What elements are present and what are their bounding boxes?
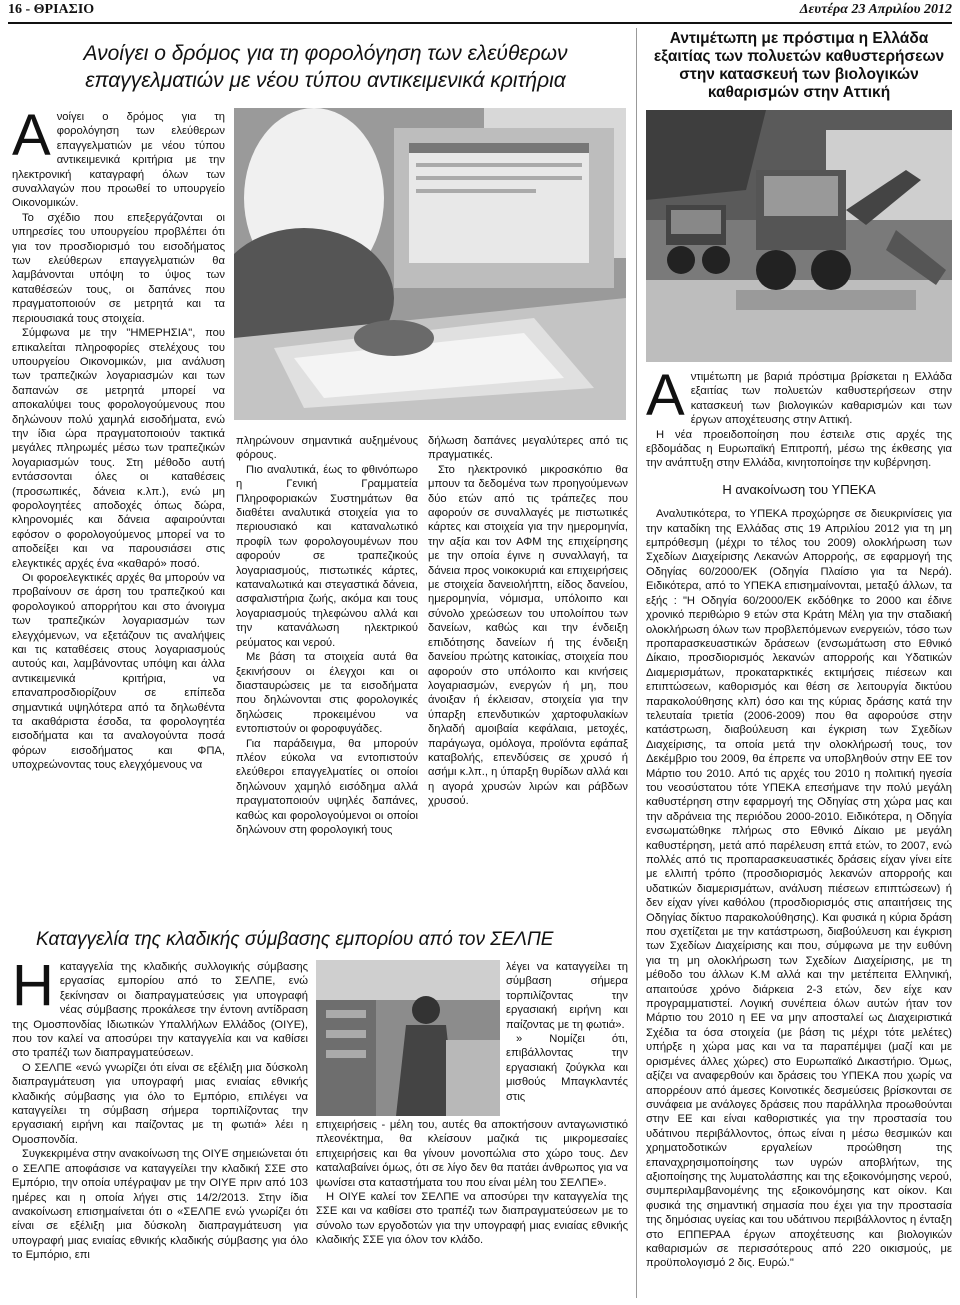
page-header: [8, 2, 952, 20]
article1-col2-p2: Πιο αναλυτικά, έως το φθινόπωρο η Γενική Γραμματεία Πληροφοριακών Συστημάτων θα διαθέτει αναλυτικά στοιχεία για το περιουσιακό και καταναλωτικό προφίλ των φορολογουμένων που αφορούν σε τραπεζικούς λογαριασμούς, πιστωτικές κάρτες, καταναλωτικά και στεγαστικά δάνεια, ασφαλιστήρια ζωής, ακόμα και τους λογαριασμούς τηλεφώνου αλλά και την κατανάλωση ηλεκτρικού ρεύματος και νερού.: [236, 463, 418, 649]
article2-dropcap: Η: [12, 960, 54, 1018]
article1-col2-p4: Για παράδειγμα, θα μπορούν πλέον εύκολα να εντοπιστούν ελεύθεροι επαγγελματίες οι οποίοι δηλώνουν χαμηλό εισόδημα αλλά πραγματοποιούν υψηλές δαπάνες, καθώς και φορολογούμενοι οι οποίοι δηλώνουν στη φορολογική τους: [236, 737, 418, 836]
article3-subhead: Η ανακοίνωση του ΥΠΕΚΑ: [722, 481, 876, 497]
article2-left-p2: Συγκεκριμένα στην ανακοίνωση της ΟΙΥΕ σημειώνεται ότι ο ΣΕΛΠΕ αποφάσισε να καταγγείλει την κλαδική ΣΣΕ στο Εμπόριο, την οποία υπέγραψαν με την ΟΙΥΕ πριν από 103 ημέρες και η οποία λήγει στις 14/2/2013. Στην ίδια ανακοίνωση επισημαίνεται ότι ο «ΣΕΛΠΕ ενώ γνωρίζει ότι είναι σε εξέλιξη μια δύσκολη διαπραγμάτευση για υπογραφή μιας ενιαίας εθνικής κλαδικής σύμβασης για όλο το Εμπόριο, επι: [12, 1148, 308, 1262]
article1-col2-p3: Με βάση τα στοιχεία αυτά θα ξεκινήσουν οι έλεγχοι και οι διασταυρώσεις με τα εισοδήματα που δηλώνονται στις φορολογικές δηλώσεις προκειμένου να εντοπιστούν οι φοροφυγάδες.: [236, 651, 418, 736]
article3-title: Αντιμέτωπη με πρόστιμα η Ελλάδα εξαιτίας των πολυετών καθυστερήσεων στην κατασκευή των βιολογικών καθαρισμών στην Αττική: [653, 30, 945, 101]
article1-lead: νοίγει ο δρόμος για τη φορολόγηση των ελεύθερων επαγγελματιών με νέου τύπου αντικειμενικά κριτήρια με την ηλεκτρονική καταγραφή όλων των συναλλαγών που προωθεί το υπουργείο Οικονομικών.: [12, 111, 225, 210]
article1-title-line2: επαγγελματιών με νέου τύπου αντικειμενικά κριτήρια: [85, 69, 566, 92]
article2-right-bottom-column: [316, 1118, 628, 1300]
article2-right-top-column: [506, 960, 628, 1118]
article3-lead: ντιμέτωπη με βαριά πρόστιμα βρίσκεται η Ελλάδα εξαιτίας των πολυετών καθυστερήσεων στην κατασκευή των βιολογικών καθαρισμών και των έργων αποχέτευσης στην Αττική.: [690, 371, 952, 427]
article2-right-p2: » Νομίζει ότι, επιβάλλοντας την εργασιακή ζούγκλα και μισθούς Μπαγκλαντές στις: [506, 1033, 628, 1103]
article2-right-p3: επιχειρήσεις - μέλη του, αυτές θα αποκτήσουν ανταγωνιστικό πλεονέκτημα, θα κλείσουν μαζικά τις μικρομεσαίες επιχειρήσεις και θα γίνουν μονοπώλια στο χώρο τους. Δεν καταλαβαίνει όμως, ότι σε λίγο δεν θα πατάει άνθρωπος για να ψωνίσει στα καταστήματα του που είναι μέλη του ΣΕΛΠΕ».: [316, 1119, 628, 1189]
office-worker-photo: [234, 108, 626, 420]
article2-title: Καταγγελία της κλαδικής σύμβασης εμπορίου από τον ΣΕΛΠΕ: [36, 929, 554, 950]
excavators-photo: [646, 110, 952, 362]
article1-column-1: [12, 110, 225, 910]
article2-right-p1: λέγει να καταγγείλει τη σύμβαση σήμερα τορπιλίζοντας την εργασιακή ειρήνη και παίζοντας με τη φωτιά».: [506, 961, 628, 1031]
article3-dropcap: Α: [646, 370, 685, 428]
article1-col3-p1: δήλωση δαπάνες μεγαλύτερες από τις πραγματικές.: [428, 435, 628, 462]
article1-title: [28, 40, 623, 94]
office-worker-image: [234, 108, 626, 420]
article3-body: [646, 370, 952, 1300]
article1-col1-p3: Οι φοροελεγκτικές αρχές θα μπορούν να προβαίνουν σε άρση του τραπεζικού και φορολογικού απορρήτου και στο άνοιγμα των τραπεζικών λογαριασμών των ελεγχόμενων, να εξετάζουν τις αναλήψεις και τις καταθέσεις στους λογαριασμούς αυτούς και, λαμβάνοντας υπόψη και άλλα αντικειμενικά κριτήρια, να επαναπροσδιορίζουν σε επίπεδα σημαντικά υψηλότερα από τα δηλωθέντα τα ακαθάριστα έσοδα, τα φορολογητέα εισοδήματα και τα αναλογούντα ποσά φόρων εισοδήματος και ΦΠΑ, υποχρεώνοντας τους ελεγχόμενους να: [12, 572, 225, 772]
article1-title-line1: Ανοίγει ο δρόμος για τη φορολόγηση των ελεύθερων: [83, 42, 568, 65]
excavators-image: [646, 110, 952, 362]
article3-p2: Η νέα προειδοποίηση που έστειλε στις αρχές της εβδομάδας η Ευρωπαϊκή Επιτροπή, μέσω της έκθεσης για την ανάπτυξη στην Ελλάδα, κινητοποίησε την κυβέρνηση.: [646, 428, 952, 470]
article1-column-3: [428, 434, 628, 910]
shopper-image: [316, 960, 500, 1116]
column-divider: [636, 28, 637, 1298]
article2-left-column: [12, 960, 308, 1300]
article3-body-text: Αναλυτικότερα, το ΥΠΕΚΑ προχώρησε σε διευκρινίσεις για την καταδίκη της Ελλάδας στις 19 Απριλίου 2012 για τη μη εμπρόθεσμη (μέχρι το τέλος του 2009) ολοκλήρωση των Σχεδίων Διαχείρισης Λεκανών Απορροής, σε εφαρμογή της Οδηγίας 60/2000/ΕΚ (Οδηγία Πλαίσιο για τα Νερά). Ειδικότερα, από το ΥΠΕΚΑ επισημαίνονται, μεταξύ άλλων, τα εξής : "Η Οδηγία 60/2000/ΕΚ εκδόθηκε το 2000 και έδινε χρονικό περιθώριο 9 ετών στα Κράτη Μέλη για την σταδιακή ολοκλήρωση όλων των προβλεπόμενων ενεργειών, τόσο των προπαρασκευαστικών δράσεων (ενσωμάτωση στο Εθνικό Δίκαιο, προσδιορισμός λεκανών απορροής και Υδατικών Διαμερισμάτων, προκαταρκτικές εκτιμήσεις πιέσεων και επιπτώσεων, καθορισμός και θέση σε λειτουργία δικτύου παρακολούθησης κλπ) όσο και της κύριας δράσης κατά την τελευταία τριετία (2006-2009) που θα αφορούσε στην κατάστρωση, διαβούλευση και έγκριση των Σχεδίων Διαχείρισης, τα οποία μετά την ολοκλήρωσή τους, τον Δεκέμβριο του 2009, θα έπρεπε να υποβληθούν στην ΕΕ τον Μάρτιο του 2010. Από τις αρχές του 2010 η πολιτική ηγεσία του νεοσύστατου τότε ΥΠΕΚΑ επεσήμανε την πολύ μεγάλη καθυστέρηση στην εφαρμογή της Οδηγίας στη χώρα μας και την αδράνεια της περιόδου 2000-2010. Ειδικότερα, η Οδηγία ενσωματώθηκε πλήρως στο Εθνικό Δίκαιο με μεγάλη καθυστέρηση, μετά από παρέλευση επτά ετών, το 2007, ενώ πολλές από τις προπαρασκευαστικές δράσεις είχαν γίνει είτε με ελλιπή τρόπο (προσδιορισμός λεκανών απορροής και υδατικών διαμερισμάτων, ανάλυση πιέσεων επιπτώσεων) ή δεν είχαν γίνει καθόλου (προσδιορισμός στις απαιτήσεις της Οδηγίας δίκτυο παρακολούθησης). Και φυσικά η κύρια δράση που σχετίζεται με την κατάστρωση, διαβούλευση και έγκριση των Σχεδίων Διαχείρισης και που, σύμφωνα με την ευθύνη για τη μη ολοκλήρωση των Σχεδίων Διαχείρισης, με τη μέθοδο του άλλων Κ.Μ αλλά και την μετέπειτα Ελληνική, απαιτούσε χρόνο διάρκεια 2-3 ετών, δεν είχε καν προγραμματιστεί. Λογική συνέπεια όλων αυτών ήταν τον Μάρτιο του 2010 η ΕΕ να μην αποσταλεί ως Διαχειριστικά Σχέδια τα όσα στοιχεία (με βάση τις μέχρι τότε μελέτες) υπήρξε η χώρα μας και να τα παραπέμψει (μαζί και με ορισμένες άλλες χώρες) στο Ευρωπαϊκό Δικαστήριο. Όμως, αξίζει να αναφερθούν και δράσεις του ΥΠΕΚΑ που χωρίς να απορρέουν από άμεσες Κοινοτικές δεσμεύσεις βρίσκονται σε συνάφεια με ανάλογες δράσεις που παράλληλα προωθούνται στην ΕΕ και είναι καθοριστικές για την προστασία του υδάτινου περιβάλλοντος, όπως είναι η μέσω θεσμικών και χρηματοδοτικών εργαλείων προώθηση της επαναχρησιμοποίησης των υγρών αποβλήτων, της αξιοποίησης της λυματολάσπης και της εξοικονόμησης νερού, συμπεριλαμβανομένης της εξοικονόμησης κατ οίκον. Και φυσικά της σημαντική σημασία που έχει για την προστασία της δημόσιας υγείας και του υδάτινου περιβάλλοντος η ένταξη στο ΕΠΠΕΡΑΑ έργων αποχέτευσης και βιολογικών καθαρισμών σε περισσότερους από 220 οικισμούς, με προϋπολογισμό 2 δις. Ευρώ.": [646, 508, 952, 1270]
article2-left-p1: Ο ΣΕΛΠΕ «ενώ γνωρίζει ότι είναι σε εξέλιξη μια δύσκολη διαπραγμάτευση για υπογραφή μιας ενιαίας εθνικής κλαδικής σύμβασης για όλο το Εμπόριο, επιλέγει να καταγγείλει τη σύμβαση σήμερα τορπιλίζοντας την εργασιακή ειρήνη και παίζοντας με τη φωτιά» λέει η Ομοσπονδία.: [12, 1061, 308, 1146]
article1-column-2: [236, 434, 418, 910]
issue-date: Δευτέρα 23 Απριλίου 2012: [799, 2, 952, 17]
article1-col1-p1: Το σχέδιο που επεξεργάζονται οι υπηρεσίες του υπουργείου προβλέπει ότι για τον προσδιορισμό του εισοδήματος των ελεύθερων επαγγελματιών θα λαμβάνονται υπόψη το ύψος των καταθέσεών τους, οι δαπάνες που πραγματοποιούν σε μετρητά και τα περιουσιακά τους στοιχεία.: [12, 211, 225, 325]
article2-right-p4: Η ΟΙΥΕ καλεί τον ΣΕΛΠΕ να αποσύρει την καταγγελία της ΣΣΕ και να καθίσει στο τραπέζι των διαπραγματεύσεων με το σύνολο των εργοδοτών για την υπογραφή μιας ενιαίας εθνικής κλαδικής ΣΣΕ για όλον τον κλάδο.: [316, 1191, 628, 1247]
article1-col3-p2: Στο ηλεκτρονικό μικροσκόπιο θα μπουν τα δεδομένα των προηγούμενων δύο ετών από τις τράπεζες που αφορούν σε συναλλαγές με πιστωτικές κάρτες και στοιχεία για την ημερομηνία, την αξία και τον ΑΦΜ της επιχείρησης με την οποία έγινε η συναλλαγή, τα δάνεια προς νοικοκυριά και επιχειρήσεις με στοιχεία δανειολήπτη, είδος δανείου, ημερομηνία, νόμισμα, υπόλοιπο και σύνολο χρεώσεων του υπολοίπου των δανείων, καθώς και την ένδειξη επιδότησης δανείων ή της ένδειξη δανείου πρώτης κατοικίας, στοιχεία που αφορούν στο υπόλοιπο και κινήσεις λογαριασμών, ενεργών ή μη, που άνοιξαν ή έκλεισαν, στοιχεία για την ύπαρξη επενδυτικών χαρτοφυλακίων δηλαδή αμοιβαία κεφάλαια, μετοχές, παράγωγα, ομόλογα, προϊόντα εφάπαξ καταβολής, επενδύσεις σε χρυσό ή ασήμι κ.λπ., η ύπαρξη θυρίδων αλλά και η αγορά χρυσών λιρών και ράβδων χρυσού.: [428, 463, 628, 808]
article1-dropcap: Α: [12, 110, 51, 168]
header-rule: [8, 22, 952, 24]
article1-col2-p1: πληρώνουν σημαντικά αυξημένους φόρους.: [236, 435, 418, 462]
article2-lead: καταγγελία της κλαδικής συλλογικής σύμβασης εργασίας εμπορίου από το ΣΕΛΠΕ, ενώ ξεκίνησαν οι διαπραγματεύσεις για υπογραφή νέας σύμβασης προκάλεσε την έντονη αντίδραση της Ομοσπονδίας Ιδιωτικών Υπαλλήλων Ελλάδος (ΟΙΥΕ), που τον καλεί να αποσύρει την καταγγελία και να καθίσει στο τραπέζι των διαπραγματεύσεων.: [12, 961, 308, 1060]
article1-col1-p2: Σύμφωνα με την "ΗΜΕΡΗΣΙΑ", που επικαλείται πληροφορίες στελέχους του υπουργείου Οικονομικών, μια ανάλυση των τραπεζικών λογαριασμών και των δαπανών σε μετρητά μπορεί να αποκαλύψει τους φορολογούμενους που δηλώνουν πολύ χαμηλά εισοδήματα, ενώ την ίδια ώρα πραγματοποιούν τακτικά μεγάλες πληρωμές μέσω των τραπεζικών λογαριασμών τους. Στη μέθοδο αυτή εντάσσονται όλες οι καταθέσεις (προσωπικές, δάνεια κ.λπ.), ενώ μη φορολογητέες αποδοχές όπως δώρα, κληρονομιές και δάνεια αφαιρούνται εφόσον ο φορολογούμενος μπορεί να το αποδείξει και να παρουσιάσει στις ελεγκτικές αρχές ένα «καθαρό» ποσό.: [12, 327, 225, 570]
page-number-section: 16 - ΘΡΙΑΣΙΟ: [8, 2, 95, 17]
shopper-photo: [316, 960, 500, 1116]
